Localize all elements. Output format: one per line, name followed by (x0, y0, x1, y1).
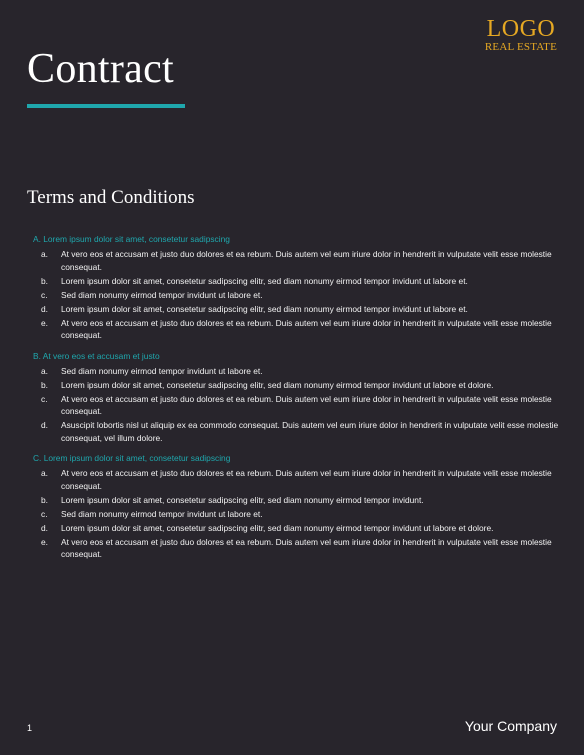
page-number: 1 (27, 723, 33, 733)
list-item (33, 289, 559, 302)
company-logo (485, 17, 557, 53)
item-text: Lorem ipsum dolor sit amet, consetetur sadipscing elitr, sed diam nonumy eirmod tempor invidunt ut labore et. (61, 275, 468, 286)
item-text: At vero eos et accusam et justo duo dolores et ea rebum. Duis autem vel eum iriure dolor in hendrerit in vulputate velit esse molestie consequat. (61, 536, 552, 559)
list-item (33, 536, 559, 561)
item-letter: b. (41, 275, 48, 286)
item-text: Lorem ipsum dolor sit amet, consetetur sadipscing elitr, sed diam nonumy eirmod tempor invidunt. (61, 494, 424, 505)
item-letter: e. (41, 536, 48, 547)
list-item (33, 365, 559, 378)
list-item (33, 522, 559, 535)
group-title: A. Lorem ipsum dolor sit amet, consetetur sadipscing (33, 234, 230, 244)
title-underline-rule (27, 104, 185, 108)
item-letter: d. (41, 522, 48, 533)
list-item (33, 494, 559, 507)
item-text: At vero eos et accusam et justo duo dolores et ea rebum. Duis autem vel eum iriure dolor in hendrerit in vulputate velit esse molestie consequat. (61, 317, 552, 340)
list-item (33, 248, 559, 273)
item-letter: d. (41, 303, 48, 314)
item-letter: c. (41, 508, 48, 519)
logo-tagline: REAL ESTATE (484, 41, 557, 53)
list-item (33, 379, 559, 392)
logo-wordmark: LOGO (486, 16, 556, 42)
item-letter: a. (41, 468, 48, 478)
item-text: At vero eos et accusam et justo duo dolores et ea rebum. Duis autem vel eum iriure dolor in hendrerit in vulputate velit esse molestie consequat. (61, 249, 552, 272)
group-title: C. Lorem ipsum dolor sit amet, consetetur sadipscing (33, 453, 231, 463)
item-text: Lorem ipsum dolor sit amet, consetetur sadipscing elitr, sed diam nonumy eirmod tempor invidunt ut labore et dolore. (61, 522, 494, 533)
list-item (33, 508, 559, 521)
list-item (33, 393, 559, 418)
item-text: Lorem ipsum dolor sit amet, consetetur sadipscing elitr, sed diam nonumy eirmod tempor invidunt ut labore et. (61, 303, 468, 314)
item-letter: c. (41, 393, 48, 404)
item-letter: e. (41, 317, 48, 328)
list-item (33, 303, 559, 316)
document-title: Contract (27, 46, 175, 92)
terms-group-b (33, 350, 559, 445)
item-text: At vero eos et accusam et justo duo dolores et ea rebum. Duis autem vel eum iriure dolor in hendrerit in vulputate velit esse molestie consequat. (61, 393, 552, 416)
company-name: Your Company (464, 718, 557, 734)
item-letter: b. (41, 494, 48, 505)
item-text: Sed diam nonumy eirmod tempor invidunt ut labore et. (61, 289, 263, 300)
group-title: B. At vero eos et accusam et justo (33, 350, 160, 361)
list-item (33, 467, 559, 492)
item-text: Sed diam nonumy eirmod tempor invidunt ut labore et. (61, 508, 263, 519)
list-item (33, 275, 559, 288)
item-letter: c. (41, 289, 48, 300)
item-letter: a. (41, 249, 48, 259)
item-text: At vero eos et accusam et justo duo dolores et ea rebum. Duis autem vel eum iriure dolor in hendrerit in vulputate velit esse molestie consequat. (61, 468, 552, 491)
item-text: Lorem ipsum dolor sit amet, consetetur sadipscing elitr, sed diam nonumy eirmod tempor invidunt ut labore et dolore. (61, 379, 494, 390)
terms-group-a (33, 233, 559, 342)
terms-group-c (33, 452, 559, 561)
terms-list (33, 233, 559, 569)
item-letter: b. (41, 379, 48, 390)
item-text: Asuscipit lobortis nisl ut aliquip ex ea commodo consequat. Duis autem vel eum iriure dolor in hendrerit in vulputate velit esse molestie consequat, vel illum dolore. (61, 420, 559, 443)
section-heading: Terms and Conditions (27, 187, 195, 208)
item-text: Sed diam nonumy eirmod tempor invidunt ut labore et. (61, 365, 263, 376)
list-item (33, 317, 559, 342)
list-item (33, 419, 559, 444)
item-letter: d. (41, 420, 48, 430)
item-letter: a. (41, 365, 48, 376)
